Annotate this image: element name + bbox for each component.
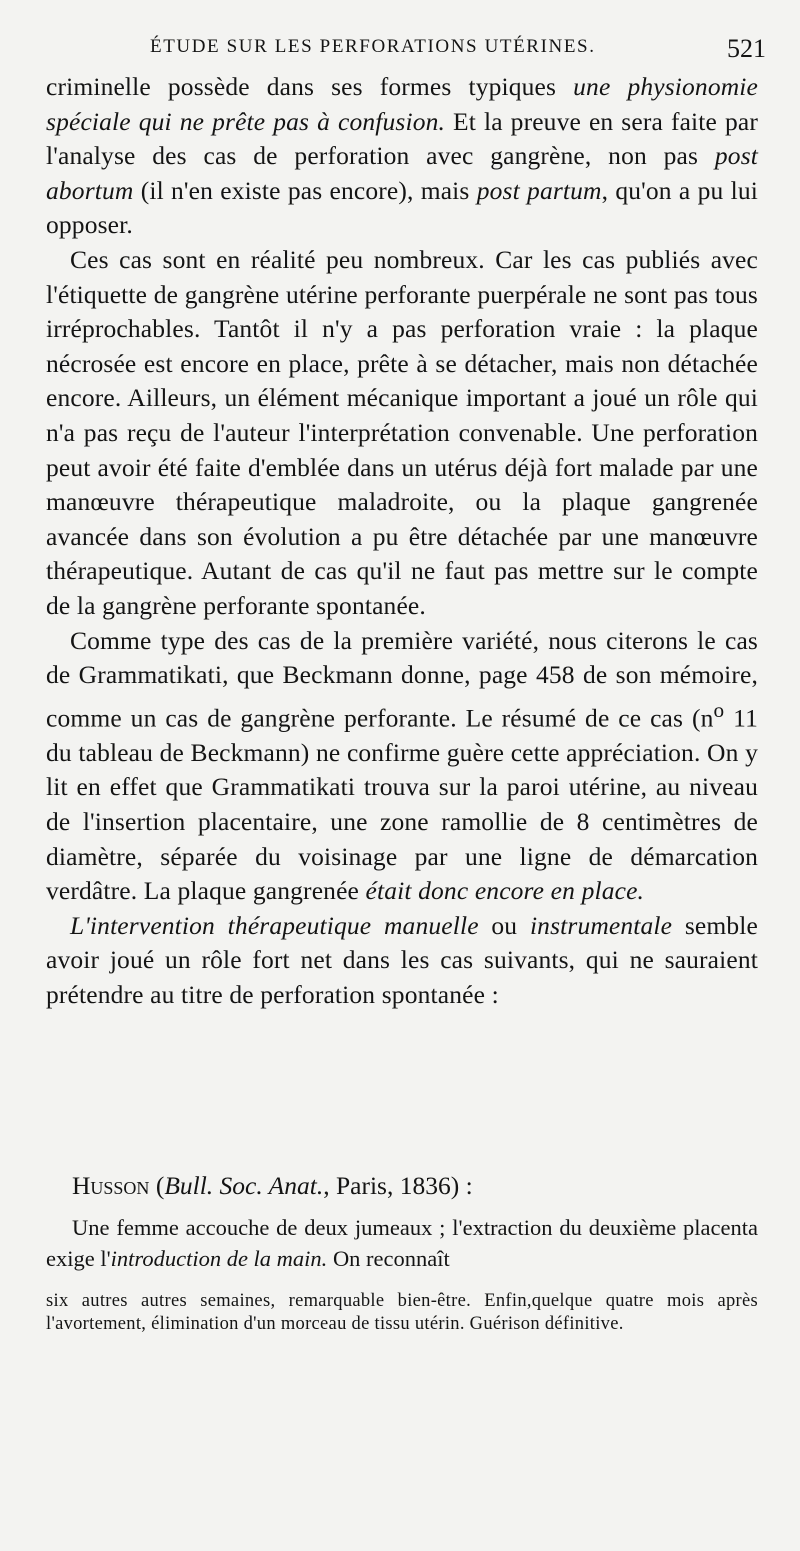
- italic-run: une physionomie spéciale qui ne prête pas à confusion.: [46, 72, 758, 136]
- case-quote: [46, 1213, 758, 1274]
- quote-paragraph: [46, 1213, 758, 1274]
- text-run: Et la preuve en sera faite par l'analyse des cas de perforation avec gangrène, non pas: [46, 106, 758, 171]
- italic-run: post abortum: [46, 141, 758, 205]
- text-run: (: [149, 1171, 165, 1200]
- text-run: , qu'on a pu lui opposer.: [46, 175, 758, 240]
- case-journal: Bull. Soc. Anat.: [164, 1171, 324, 1200]
- paragraph-4: [46, 909, 758, 1013]
- running-head: ÉTUDE SUR LES PERFORATIONS UTÉRINES.: [150, 36, 596, 57]
- note-paragraph: six autres autres semaines, remarquable bien-être. Enfin,quelque quatre mois après l'avortement, élimination d'un morceau de tissu utérin. Guérison définitive.: [46, 1291, 758, 1334]
- overlaid-note: [46, 1290, 758, 1335]
- text-run: On reconnaît: [327, 1245, 450, 1271]
- text-run: (il n'en existe pas encore), mais: [133, 175, 477, 205]
- text-run: Comme type des cas de la première variété, nous citerons le cas de Grammatikati, que Beckmann donne, page 458 de son mémoire, comme un cas de gangrène perforante. Le résumé de ce cas (n: [46, 625, 758, 733]
- italic-run: introduction de la main.: [110, 1245, 328, 1271]
- paragraph-1: [46, 70, 758, 243]
- text-run: Une femme accouche de deux jumeaux ; l'extraction du deuxième placenta exige l': [46, 1215, 758, 1271]
- text-run: criminelle possède dans ses formes typiques: [46, 72, 574, 101]
- main-text: [46, 70, 758, 1013]
- case-heading: [72, 1171, 473, 1201]
- page-number: 521: [727, 34, 766, 63]
- case-author: Husson: [72, 1171, 150, 1200]
- italic-run: post partum: [476, 175, 602, 205]
- superscript: o: [713, 697, 725, 722]
- italic-run: L'intervention thérapeutique manuelle: [70, 910, 479, 940]
- page-header: [0, 36, 800, 66]
- text-run: semble avoir joué un rôle fort net dans les cas suivants, qui ne sauraient prétendre au titre de perforation spontanée :: [46, 910, 758, 1009]
- text-run: , Paris, 1836) :: [323, 1171, 473, 1200]
- italic-run: était donc encore en place.: [365, 876, 645, 906]
- paragraph-3: [46, 624, 758, 909]
- text-run: ou: [478, 910, 530, 940]
- paragraph-2: Ces cas sont en réalité peu nombreux. Car les cas publiés avec l'étiquette de gangrène utérine perforante puerpérale ne sont pas tous irréprochables. Tantôt il n'y a pas perforation vraie : la plaque nécrosée est encore en place, prête à se détacher, mais non détachée encore. Ailleurs, un élément mécanique important a joué un rôle qui n'a pas reçu de l'auteur l'interprétation convenable. Une perforation peut avoir été faite d'emblée dans un utérus déjà fort malade par une manœuvre thérapeutique maladroite, ou la plaque gangrenée avancée dans son évolution a pu être détachée par une manœuvre thérapeutique. Autant de cas qu'il ne faut pas mettre sur le compte de la gangrène perforante spontanée.: [46, 244, 758, 620]
- italic-run: instrumentale: [529, 910, 673, 940]
- text-run: 11 du tableau de Beckmann) ne confirme guère cette appréciation. On y lit en effet que Grammatikati trouva sur la paroi utérine, au niveau de l'insertion placentaire, une zone ramollie de 8 centimètres de diamètre, séparée du voisinage par une ligne de démarcation verdâtre. La plaque gangrenée: [46, 703, 758, 906]
